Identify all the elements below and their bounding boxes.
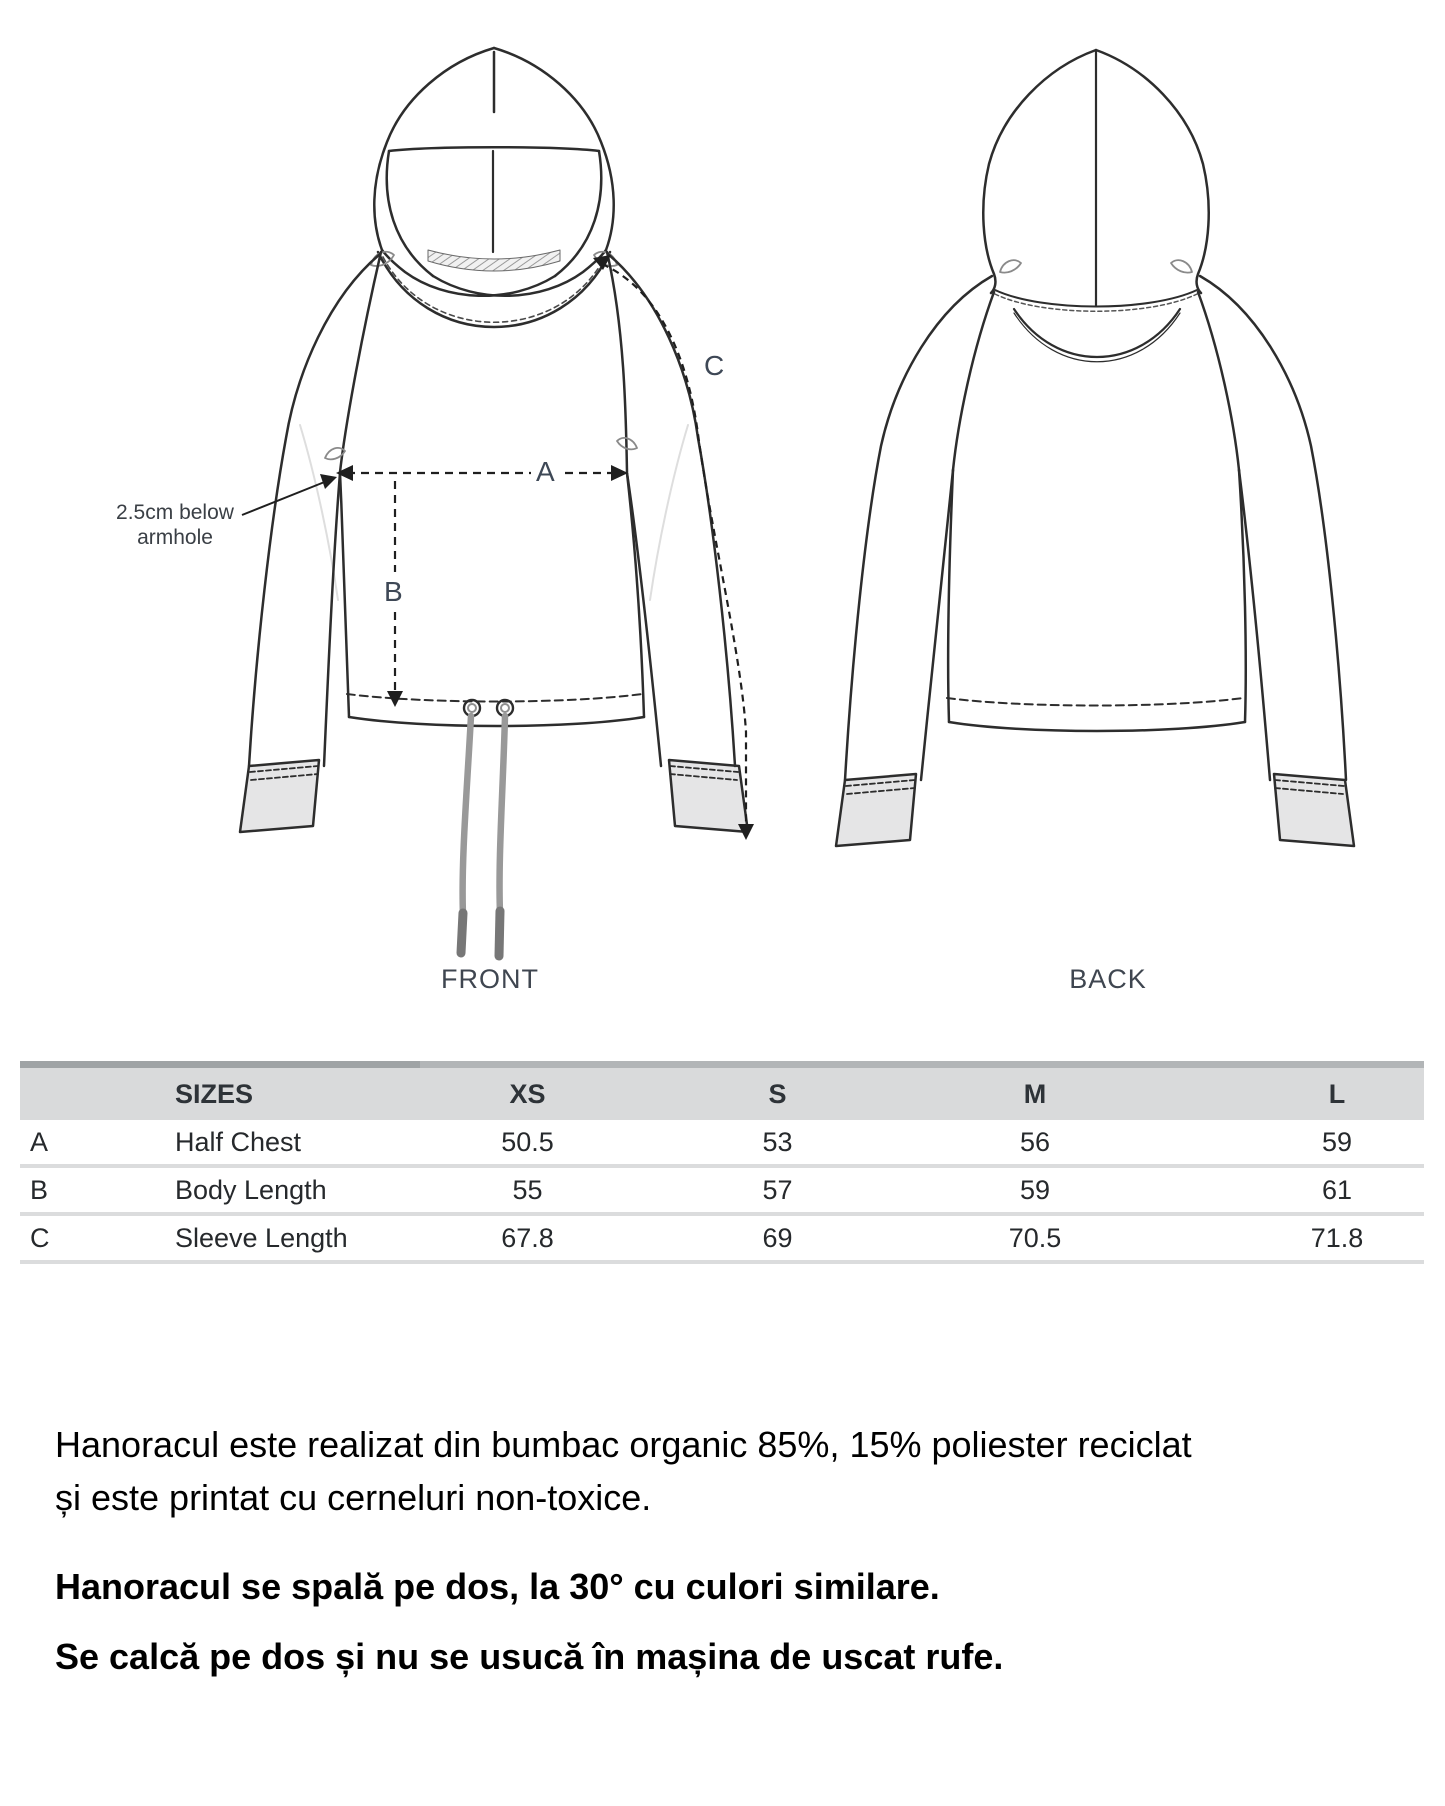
size-table-row-half-chest — [20, 1120, 1424, 1168]
row-label: Half Chest — [175, 1126, 302, 1157]
row-value-s: 53 — [762, 1126, 793, 1157]
row-value-xs: 55 — [512, 1174, 543, 1205]
row-value-m: 70.5 — [1008, 1222, 1062, 1253]
size-table-header-l: L — [1328, 1078, 1346, 1109]
row-value-l: 71.8 — [1310, 1222, 1364, 1253]
row-value-s: 57 — [762, 1174, 793, 1205]
armhole-note-line2: armhole — [137, 526, 213, 549]
dim-label-c: C — [700, 350, 728, 382]
size-table-top-rule — [20, 1061, 1424, 1068]
dim-label-b: B — [380, 576, 407, 608]
size-table-header-m: M — [1023, 1078, 1047, 1109]
back-view-label: BACK — [1069, 964, 1147, 994]
size-table-header-row — [20, 1068, 1424, 1120]
row-value-m: 56 — [1019, 1126, 1051, 1157]
armhole-note-line1: 2.5cm below — [116, 501, 234, 524]
size-table — [20, 1061, 1424, 1264]
size-table-header-sizes: SIZES — [175, 1078, 254, 1109]
material-description: Hanoracul este realizat din bumbac organic 85%, 15% poliester reciclat și este printat cu cerneluri non-toxice. — [55, 1424, 1192, 1518]
row-value-xs: 67.8 — [501, 1222, 554, 1253]
front-view — [240, 48, 748, 956]
armhole-note — [100, 500, 250, 550]
row-label: Body Length — [175, 1174, 327, 1205]
row-value-xs: 50.5 — [501, 1126, 554, 1157]
care-instruction-1: Hanoracul se spală pe dos, la 30° cu culori similare. — [55, 1566, 940, 1607]
row-letter: B — [30, 1174, 49, 1205]
row-letter: A — [30, 1126, 49, 1157]
row-value-l: 59 — [1321, 1126, 1353, 1157]
care-instruction-2: Se calcă pe dos și nu se usucă în mașina de uscat rufe. — [55, 1636, 1004, 1677]
front-view-label: FRONT — [441, 964, 539, 994]
size-table-row-sleeve-length — [20, 1216, 1424, 1264]
row-label: Sleeve Length — [175, 1222, 348, 1253]
dim-label-a: A — [532, 456, 559, 488]
row-value-l: 61 — [1321, 1174, 1353, 1205]
row-letter: C — [30, 1222, 50, 1253]
size-table-header-xs: XS — [509, 1078, 546, 1109]
front-measurement-annotations — [242, 255, 754, 840]
row-value-s: 69 — [762, 1222, 793, 1253]
size-table-row-body-length — [20, 1168, 1424, 1216]
size-table-header-s: S — [768, 1078, 787, 1109]
back-view — [836, 50, 1354, 846]
care-instructions — [55, 1552, 1003, 1692]
row-value-m: 59 — [1019, 1174, 1051, 1205]
